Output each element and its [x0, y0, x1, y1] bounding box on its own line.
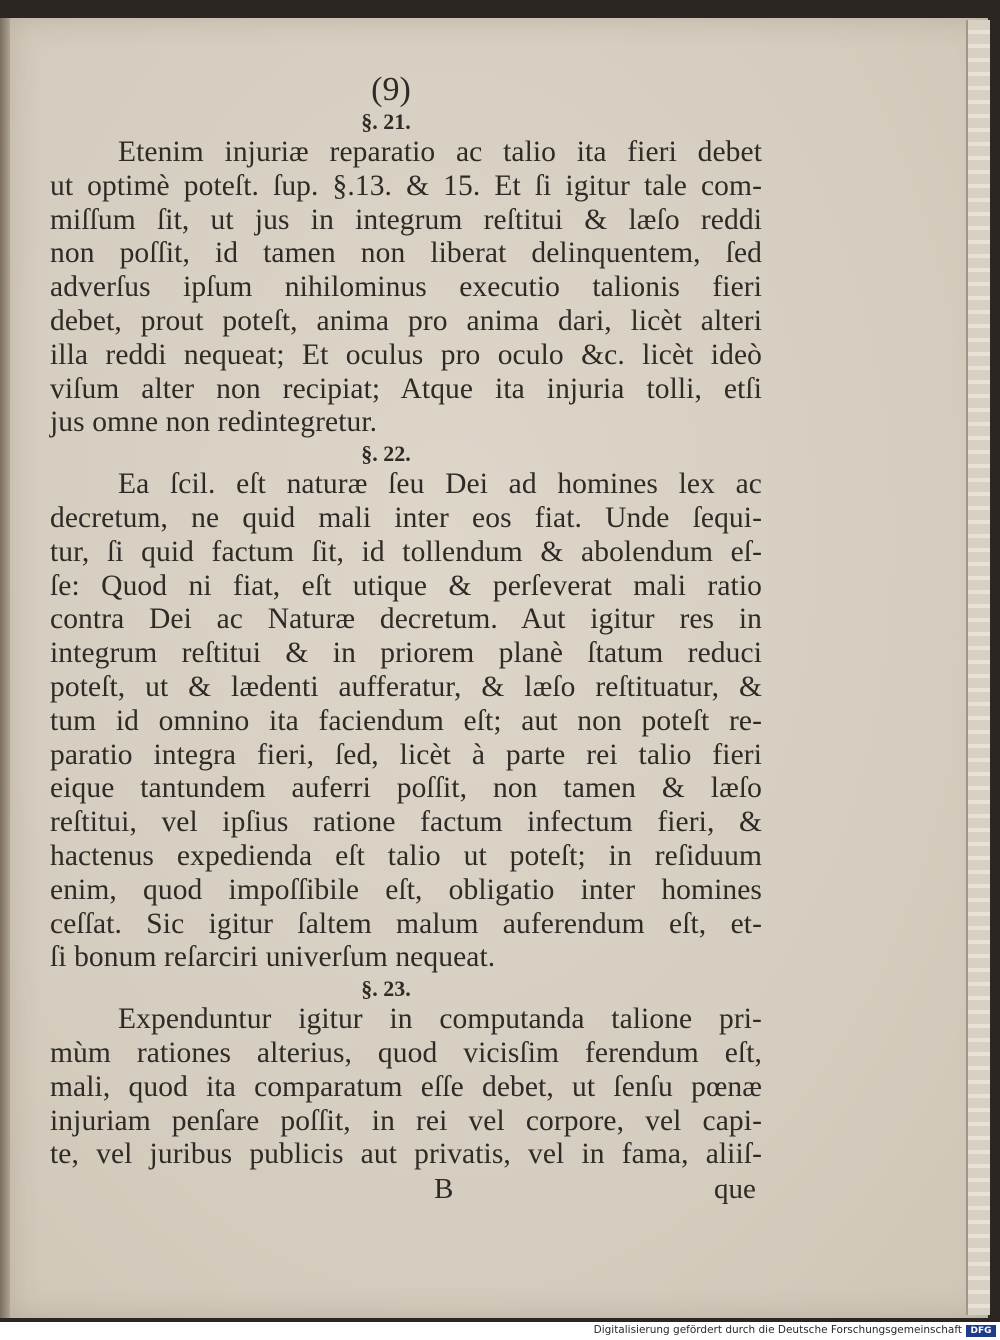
page-text [50, 72, 762, 1206]
section-heading: §. 22. [361, 441, 411, 467]
page-number: (9) [371, 71, 411, 108]
page-edge-ruler [966, 20, 990, 1315]
text-line: tur, ſi quid factum ſit, id tollendum & abolendum eſ- [50, 535, 762, 568]
text-line: tum id omnino ita faciendum eſt; aut non poteſt re- [50, 704, 762, 737]
text-line: jus omne non redintegretur. [50, 406, 378, 439]
text-line: enim, quod impoſſibile eſt, obligatio inter homines [50, 873, 762, 906]
text-line: illa reddi nequeat; Et oculus pro oculo &c. licèt ideò [50, 338, 762, 371]
text-line: hactenus expedienda eſt talio ut poteſt; in reſiduum [50, 839, 762, 872]
text-line: eique tantundem auferri poſſit, non tamen & læſo [50, 772, 762, 805]
signature-mark: B [434, 1173, 454, 1206]
section-heading: §. 21. [361, 109, 411, 134]
text-line: te, vel juribus publicis aut privatis, vel in fama, aliiſ- [50, 1138, 762, 1171]
text-line: miſſum ſit, ut jus in integrum reſtitui & læſo reddi [50, 203, 762, 236]
text-line: mali, quod ita comparatum eſſe debet, ut ſenſu pœnæ [50, 1070, 762, 1103]
text-line: adverſus ipſum nihilominus executio talionis fieri [50, 271, 762, 304]
dfg-logo: DFG [966, 1325, 996, 1337]
text-body [50, 108, 762, 1172]
text-line: mùm rationes alterius, quod vicisſim ferendum eſt, [50, 1036, 762, 1069]
text-line: Expenduntur igitur in computanda talione pri- [118, 1003, 762, 1036]
text-line: ſe: Quod ni fiat, eſt utique & perſeverat mali ratio [50, 569, 762, 602]
section-heading: §. 23. [361, 976, 411, 1002]
text-line: reſtitui, vel ipſius ratione factum infectum fieri, & [50, 806, 762, 839]
text-line: debet, prout poteſt, anima pro anima dari, licèt alteri [50, 304, 762, 337]
text-line: paratio integra fieri, ſed, licèt à parte rei talio fieri [50, 738, 762, 771]
text-line: contra Dei ac Naturæ decretum. Aut igitur res in [50, 603, 762, 636]
text-line: ſi bonum reſarciri univerſum nequeat. [50, 941, 496, 974]
digitization-footer [0, 1322, 1000, 1340]
text-line: integrum reſtitui & in priorem planè ſtatum reduci [50, 637, 762, 670]
text-line: ut optimè poteſt. ſup. §.13. & 15. Et ſi igitur tale com- [50, 169, 762, 202]
text-line: poteſt, ut & lædenti aufferatur, & læſo reſtituatur, & [50, 670, 762, 703]
text-line: Etenim injuriæ reparatio ac talio ita fieri debet [118, 136, 762, 168]
text-line: viſum alter non recipiat; Atque ita injuria tolli, etſi [50, 372, 762, 405]
text-line: ceſſat. Sic igitur ſaltem malum auferendum eſt, et- [50, 907, 762, 940]
page-foot [50, 1172, 762, 1206]
catchword: que [714, 1173, 756, 1206]
footer-credit: Digitalisierung gefördert durch die Deutsche Forschungsgemeinschaft [593, 1324, 962, 1336]
text-line: decretum, ne quid mali inter eos fiat. Unde ſequi- [50, 501, 762, 534]
text-line: Ea ſcil. eſt naturæ ſeu Dei ad homines lex ac [118, 468, 762, 501]
text-line: non poſſit, id tamen non liberat delinquentem, ſed [50, 237, 762, 270]
text-line: injuriam penſare poſſit, in rei vel corpore, vel capi- [50, 1104, 762, 1137]
